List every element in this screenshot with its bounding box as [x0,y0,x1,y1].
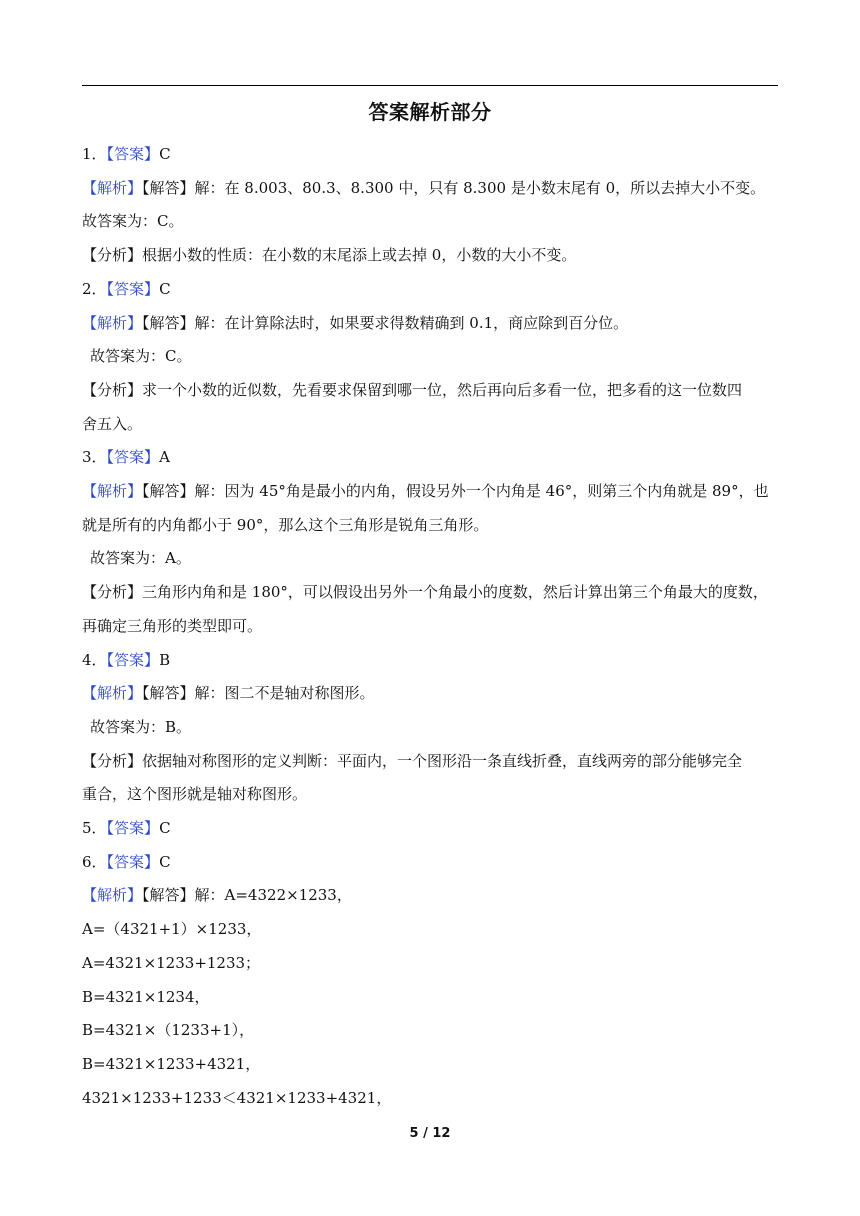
q3-solution-cont: 就是所有的内角都小于 90°，那么这个三角形是锐角三角形。 [82,515,489,534]
q6-answer-line [82,846,778,880]
fenxi-label: 【分析】 [82,751,143,770]
fenxi-label: 【分析】 [82,583,143,602]
q6-number: 6． [82,852,107,871]
jieda-label: 【解答】 [142,482,195,501]
q1-answer-line [82,138,778,172]
q6-solution: 解：A=4322×1233， [194,886,352,905]
q3-solution-line [82,475,778,509]
q2-answer: C [159,279,171,298]
answer-label: 【答案】 [106,852,160,871]
q1-solution-line [82,172,778,206]
q6-step: B=4321×1234， [82,987,210,1006]
q2-analysis-cont: 舍五入。 [82,414,143,433]
fenxi-label: 【分析】 [82,380,143,399]
header-rule [82,85,778,86]
q1-answer: C [159,145,171,163]
q4-solution: 解：图二不是轴对称图形。 [194,684,375,703]
answer-content [82,138,778,1115]
answer-label: 【答案】 [106,650,160,669]
q2-solution: 解：在计算除法时，如果要求得数精确到 0.1，商应除到百分位。 [194,313,629,332]
q1-analysis: 根据小数的性质：在小数的末尾添上或去掉 0，小数的大小不变。 [142,246,577,265]
q6-solution-line [82,879,778,913]
q1-number: 1． [82,145,107,163]
q6-step: B=4321×（1233+1）， [82,1021,255,1040]
q4-solution-line [82,677,778,711]
q2-conclusion: 故答案为：C。 [90,347,192,366]
q5-answer: C [159,819,171,838]
q5-answer-line [82,812,778,846]
q2-analysis-1: 求一个小数的近似数，先看要求保留到哪一位，然后再向后多看一位，把多看的这一位数四 [142,380,743,399]
q6-step: B=4321×1233+4321， [82,1054,261,1073]
q1-conclusion: 故答案为：C。 [82,212,184,231]
q2-solution-line [82,307,778,341]
fenxi-label: 【分析】 [82,246,143,265]
q4-number: 4． [82,650,107,669]
q3-answer: A [159,448,170,467]
answer-label: 【答案】 [106,819,160,838]
jiexi-label: 【解析】 [82,684,143,703]
jieda-label: 【解答】 [142,886,195,905]
q2-number: 2． [82,279,107,298]
q6-answer: C [159,852,171,871]
jiexi-label: 【解析】 [82,482,143,501]
q1-solution: 解：在 8.003、80.3、8.300 中，只有 8.300 是小数末尾有 0，所以去掉大小不变。 [194,178,766,197]
q3-solution-1: 解：因为 45°角是最小的内角，假设另外一个内角是 46°，则第三个内角就是 89°，也 [194,482,769,501]
jieda-label: 【解答】 [142,313,195,332]
q3-analysis-1: 三角形内角和是 180°，可以假设出另外一个角最小的度数，然后计算出第三个角最大的度数， [142,583,768,602]
q4-answer-line [82,644,778,678]
q6-step: A=（4321+1）×1233， [82,920,262,939]
jiexi-label: 【解析】 [82,178,143,197]
jieda-label: 【解答】 [142,684,195,703]
q5-number: 5． [82,819,107,838]
q4-conclusion: 故答案为：B。 [90,717,192,736]
q3-analysis-line [82,576,778,610]
answer-label: 【答案】 [106,145,160,163]
page-title: 答案解析部分 [368,100,492,124]
q4-answer: B [159,650,171,669]
q4-analysis-1: 依据轴对称图形的定义判断：平面内，一个图形沿一条直线折叠，直线两旁的部分能够完全 [142,751,743,770]
q6-step: 4321×1233+1233＜4321×1233+4321， [82,1088,392,1107]
q4-analysis-line [82,745,778,779]
q6-step: A=4321×1233+1233； [82,953,261,972]
q1-analysis-line [82,239,778,273]
q4-analysis-cont: 重合，这个图形就是轴对称图形。 [82,785,308,804]
q3-number: 3． [82,448,107,467]
q3-answer-line [82,441,778,475]
jiexi-label: 【解析】 [82,313,143,332]
jieda-label: 【解答】 [142,178,195,197]
jiexi-label: 【解析】 [82,886,143,905]
q3-conclusion: 故答案为：A。 [90,549,191,568]
q3-analysis-cont: 再确定三角形的类型即可。 [82,616,263,635]
q2-answer-line [82,273,778,307]
page-number: 5 / 12 [409,1126,451,1141]
q2-analysis-line [82,374,778,408]
answer-label: 【答案】 [106,448,160,467]
answer-label: 【答案】 [106,279,160,298]
